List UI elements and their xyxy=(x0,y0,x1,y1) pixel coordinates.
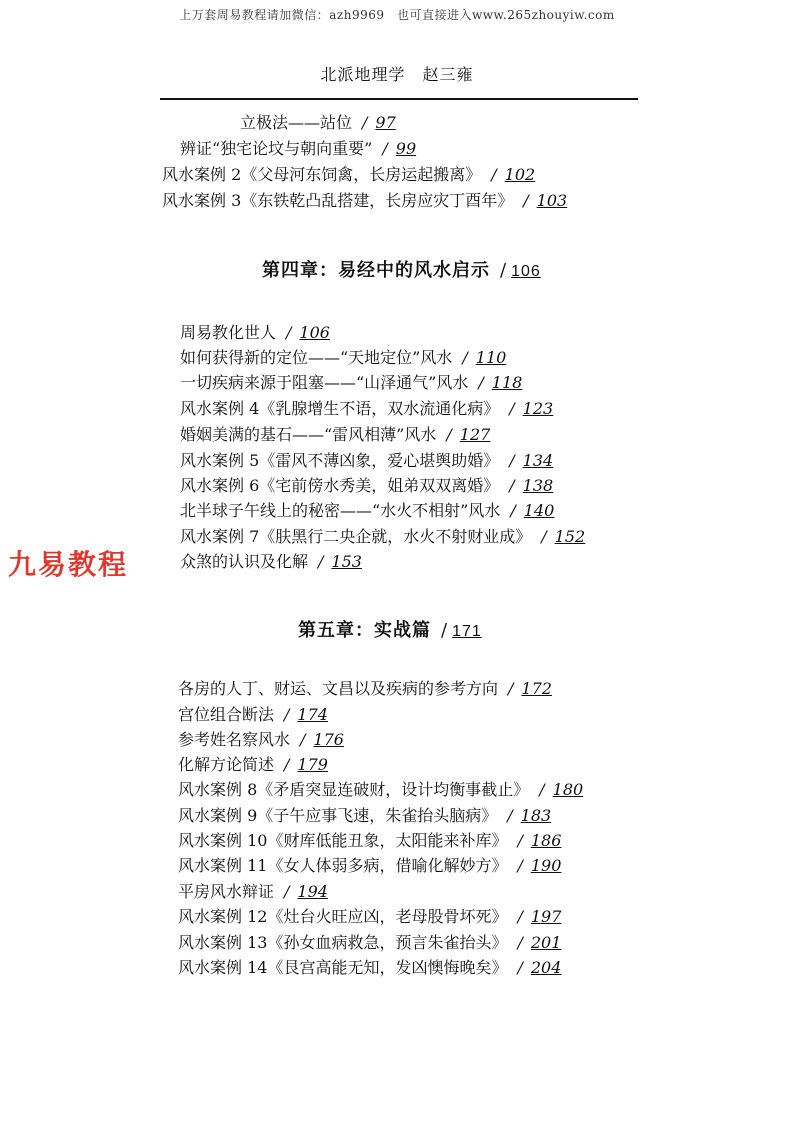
toc-entry-title: 一切疾病来源于阻塞——“山泽通气”风水 xyxy=(180,373,469,392)
toc-entry-title: 辨证“独宅论坟与朝向重要” xyxy=(180,139,373,158)
chapter-title: 第五章：实战篇 xyxy=(298,620,431,641)
toc-separator: / xyxy=(284,705,290,724)
top-banner: 上万套周易教程请加微信：azh9969 也可直接进入www.265zhouyiw.com xyxy=(179,8,615,22)
toc-separator: / xyxy=(517,907,523,926)
toc-entry[interactable] xyxy=(180,475,553,497)
toc-separator: / xyxy=(517,958,523,977)
toc-page-number: 118 xyxy=(491,373,523,392)
toc-page-number: 127 xyxy=(459,425,491,444)
toc-page-number: 102 xyxy=(504,165,536,184)
toc-entry-title: 风水案例 8《矛盾突显连破财，设计均衡事截止》 xyxy=(178,780,530,799)
chapter-heading-5[interactable] xyxy=(298,616,482,642)
toc-separator: / xyxy=(523,191,529,210)
toc-page-number: 106 xyxy=(299,323,330,342)
header-divider xyxy=(160,98,638,100)
toc-entry[interactable] xyxy=(178,704,328,726)
toc-separator: / xyxy=(286,323,292,342)
toc-page-number: 172 xyxy=(521,679,552,698)
toc-page-number: 134 xyxy=(522,451,554,470)
toc-entry-title: 北半球子午线上的秘密——“水火不相射”风水 xyxy=(180,501,501,520)
toc-separator: / xyxy=(441,620,449,641)
toc-page-number: 99 xyxy=(395,139,417,158)
toc-entry[interactable] xyxy=(178,729,344,751)
toc-entry-title: 立极法——站位 xyxy=(240,113,353,132)
toc-entry[interactable] xyxy=(178,855,561,877)
toc-page-number: 152 xyxy=(554,527,586,546)
toc-page-number: 103 xyxy=(536,191,568,210)
toc-page-number: 190 xyxy=(530,856,562,875)
toc-separator: / xyxy=(478,373,484,392)
toc-separator: / xyxy=(517,831,523,850)
toc-entry-title: 风水案例 14《艮宫高能无知，发凶懊悔晚矣》 xyxy=(178,958,508,977)
toc-entry-title: 风水案例 4《乳腺增生不语，双水流通化病》 xyxy=(180,399,500,418)
toc-entry-title: 周易教化世人 xyxy=(180,323,277,342)
toc-entry-title: 风水案例 6《宅前傍水秀美，姐弟双双离婚》 xyxy=(180,476,500,495)
toc-separator: / xyxy=(509,451,515,470)
toc-entry-title: 风水案例 13《孙女血病救急，预言朱雀抬头》 xyxy=(178,933,508,952)
toc-page-number: 123 xyxy=(522,399,554,418)
toc-entry[interactable] xyxy=(180,450,553,472)
toc-separator: / xyxy=(500,260,508,281)
toc-entry[interactable] xyxy=(180,138,416,160)
toc-page-number: 180 xyxy=(552,780,584,799)
toc-page-number: 186 xyxy=(530,831,562,850)
toc-separator: / xyxy=(284,882,290,901)
toc-entry[interactable] xyxy=(178,957,561,979)
chapter-heading-4[interactable] xyxy=(262,256,541,282)
toc-entry-title: 众煞的认识及化解 xyxy=(180,552,309,571)
chapter-page-number: 171 xyxy=(452,623,482,640)
toc-entry-title: 风水案例 11《女人体弱多病，借喻化解妙方》 xyxy=(178,856,508,875)
toc-separator: / xyxy=(446,425,452,444)
toc-entry[interactable] xyxy=(178,805,551,827)
toc-page-number: 179 xyxy=(297,755,328,774)
toc-page-number: 138 xyxy=(522,476,554,495)
toc-separator: / xyxy=(541,527,547,546)
toc-entry[interactable] xyxy=(178,779,583,801)
toc-separator: / xyxy=(318,552,324,571)
page-header-title: 北派地理学 赵三雍 xyxy=(320,65,474,84)
toc-entry-title: 平房风水辩证 xyxy=(178,882,275,901)
toc-entry-title: 风水案例 10《财库低能丑象，太阳能来补库》 xyxy=(178,831,508,850)
toc-page-number: 110 xyxy=(475,348,507,367)
toc-separator: / xyxy=(539,780,545,799)
toc-separator: / xyxy=(300,730,306,749)
toc-entry[interactable] xyxy=(180,372,522,394)
toc-entry-title: 化解方论简述 xyxy=(178,755,275,774)
toc-page-number: 140 xyxy=(523,501,555,520)
toc-entry-title: 宫位组合断法 xyxy=(178,705,275,724)
toc-entry-title: 风水案例 5《雷风不薄凶象，爱心堪舆助婚》 xyxy=(180,451,500,470)
toc-page-number: 97 xyxy=(375,113,396,132)
toc-separator: / xyxy=(509,399,515,418)
toc-page-number: 194 xyxy=(297,882,328,901)
chapter-title: 第四章：易经中的风水启示 xyxy=(262,260,490,281)
toc-entry[interactable] xyxy=(240,112,396,134)
toc-entry[interactable] xyxy=(178,906,561,928)
toc-page-number: 201 xyxy=(530,933,562,952)
toc-separator: / xyxy=(517,933,523,952)
toc-separator: / xyxy=(510,501,516,520)
toc-entry[interactable] xyxy=(180,526,585,548)
toc-page-number: 183 xyxy=(520,806,552,825)
toc-entry[interactable] xyxy=(180,398,553,420)
toc-entry[interactable] xyxy=(162,164,535,186)
toc-entry[interactable] xyxy=(178,678,552,700)
toc-separator: / xyxy=(382,139,388,158)
toc-entry-title: 风水案例 7《肤黑行二央企就，水火不射财业成》 xyxy=(180,527,532,546)
toc-entry[interactable] xyxy=(178,754,328,776)
toc-entry-title: 参考姓名察风水 xyxy=(178,730,291,749)
toc-separator: / xyxy=(509,476,515,495)
toc-entry-title: 婚姻美满的基石——“雷风相薄”风水 xyxy=(180,425,437,444)
toc-page-number: 204 xyxy=(530,958,562,977)
toc-separator: / xyxy=(462,348,468,367)
toc-entry[interactable] xyxy=(180,424,490,446)
toc-page-number: 174 xyxy=(297,705,328,724)
toc-entry-title: 风水案例 9《子午应事飞速，朱雀抬头脑病》 xyxy=(178,806,498,825)
toc-entry[interactable] xyxy=(180,500,554,522)
toc-entry-title: 风水案例 12《灶台火旺应凶，老母股骨坏死》 xyxy=(178,907,508,926)
toc-entry-title: 如何获得新的定位——“天地定位”风水 xyxy=(180,348,453,367)
toc-entry[interactable] xyxy=(178,932,561,954)
toc-page-number: 153 xyxy=(331,552,362,571)
toc-entry[interactable] xyxy=(178,881,328,903)
toc-separator: / xyxy=(491,165,497,184)
toc-separator: / xyxy=(517,856,523,875)
toc-entry[interactable] xyxy=(180,347,506,369)
toc-page-number: 176 xyxy=(313,730,344,749)
toc-separator: / xyxy=(507,806,513,825)
toc-entry[interactable] xyxy=(162,190,567,212)
toc-separator: / xyxy=(284,755,290,774)
toc-entry[interactable] xyxy=(180,322,330,344)
toc-entry-title: 各房的人丁、财运、文昌以及疾病的参考方向 xyxy=(178,679,499,698)
toc-entry[interactable] xyxy=(178,830,561,852)
toc-separator: / xyxy=(508,679,514,698)
toc-entry-title: 风水案例 3《东铁乾凸乱搭建，长房应灾丁酉年》 xyxy=(162,191,514,210)
toc-page-number: 197 xyxy=(530,907,562,926)
watermark-logo: 九易教程 xyxy=(8,549,129,580)
chapter-page-number: 106 xyxy=(511,263,541,280)
toc-separator: / xyxy=(362,113,368,132)
toc-entry[interactable] xyxy=(180,551,362,573)
toc-entry-title: 风水案例 2《父母河东饲禽，长房运起搬离》 xyxy=(162,165,482,184)
